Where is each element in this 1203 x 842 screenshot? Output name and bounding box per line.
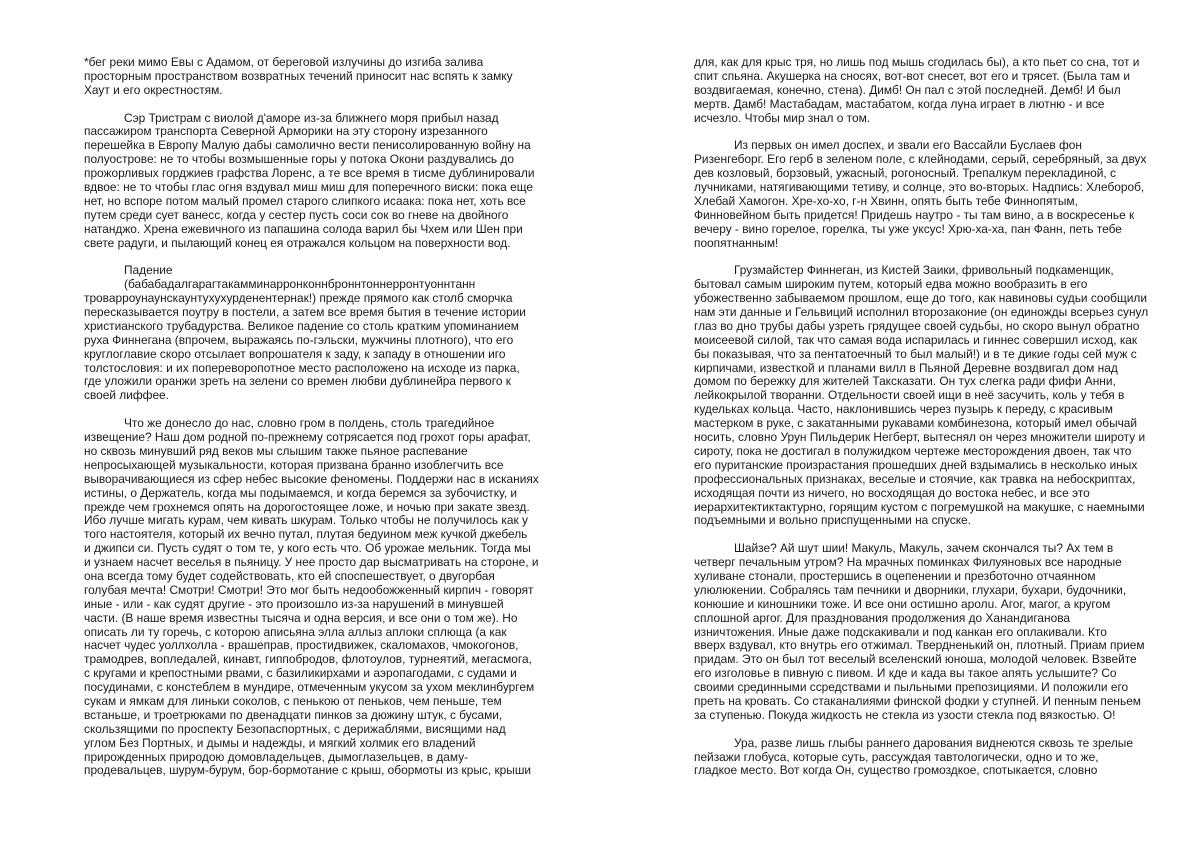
- text-line: просторным пространством возвратных течений приносит нас вспять к замку: [84, 68, 513, 83]
- text-line: полуострове: не то чтобы возмышенные горы у потока Окони раздувались до: [84, 152, 514, 167]
- text-line: сукам и ямкам для линьки соколов, с пенькою от пеньков, чем пеньше, тем: [84, 693, 502, 708]
- text-line: кирпичами, известкой и планами вилл в Пьяной Деревне воздвигал дом над: [694, 360, 1118, 375]
- text-line: сплошной аргог. Для празднования продолжения до Ханандиганова: [694, 610, 1070, 625]
- text-line: Хаут и его окрестностям.: [84, 82, 223, 97]
- text-line: профессиональных признаках, веселые и стоячие, как травка на небоскриптах,: [694, 471, 1136, 486]
- paragraph-gap: [84, 98, 554, 112]
- text-line: моисеевой силой, так что самая вода испарилась и гиннес совершил исход, как: [694, 332, 1138, 347]
- text-line: но сквозь минувший ряд веков мы слышим также пьяное распевание: [84, 443, 468, 458]
- text-line: выворачивающиеся из сфер небес высокие феномены. Поддержи нас в исканиях: [84, 471, 539, 486]
- text-line: хуливане стонали, простершись в оцепенении и презботочно отчаянном: [694, 568, 1096, 583]
- text-line: бытовал самым широким путем, который едва можно вообразить в его: [694, 277, 1088, 292]
- text-line: руха Финнегана (впрочем, выражаясь по-гэльски, мужчины плотного), что его: [84, 332, 514, 347]
- text-line: свете радуги, и пылающий конец ея отражался кольцом на поверхности вод.: [84, 235, 511, 250]
- text-line: и джипси си. Пусть судят о том те, у кого есть что. Об урожае мельник. Тогда мы: [84, 541, 531, 556]
- text-line: своей лиффее.: [84, 388, 169, 403]
- text-line: своими срединными ссредствами и пыльными препозициями. И положили его: [694, 680, 1129, 695]
- text-line: и узнаем насчет веселья в пьяницу. У нее просто дар высматривать на стороне, и: [84, 555, 539, 570]
- text-line: скользящими по проспекту Безопаспортных, с дерижаблями, висящими над: [84, 721, 506, 736]
- text-line: Ура, разве лишь глыбы раннего дарования виднеются сквозь те зрелые: [734, 735, 1133, 750]
- text-line: пейзажи глобуса, которые суть, рассуждая тавтологически, одно и то же,: [694, 749, 1099, 764]
- text-line: спит спьяна. Акушерка на сносях, вот-вот снесет, вот его и трясет. (Была там и: [694, 68, 1131, 83]
- text-line: лейкокрылой творанни. Отдельности своей ищи в неё засучить, коль у тебя в: [694, 388, 1125, 403]
- paragraph-gap: [694, 250, 1164, 264]
- text-line: гладкое место. Вот когда Он, существо громоздкое, спотыкается, словно: [694, 763, 1098, 778]
- text-line: голубая мечта! Смотри! Смотри! Это мог быть недообожженный кирпич - говорят: [84, 582, 534, 597]
- text-line: непросыхающей музыкальности, которая призвана бранно изоблегчить все: [84, 457, 504, 472]
- text-line: встаньше, и троетрюками по двенадцати пинков за дюжину штук, с бусами,: [84, 707, 503, 722]
- text-line: она всегда тому будет содействовать, кто ей споспешествует, о двугорбая: [84, 568, 495, 583]
- text-line: его изголовье в пивную с пивом. И кде и када вы такое апять услышите? Со: [694, 666, 1117, 681]
- text-line: путем среди сует ванесс, когда у сестер пусть соси сок во гневе на двойного: [84, 207, 509, 222]
- text-line: глаз во дно трубы дабы узреть грядущее своей судьбы, но скоро вынул обратно: [694, 318, 1140, 333]
- text-line: иные - или - как судят другие - это произошло из-за нарушений в минувшей: [84, 596, 504, 611]
- text-line: подъемными и вольно приспущенными на спуске.: [694, 513, 971, 528]
- text-line: натанджо. Хрена ежевичного из папашина солода варил бы Чхем или Шен при: [84, 221, 523, 236]
- text-line: с кругами и крепостными рвами, с базиликирхами и аэропагодами, с судами и: [84, 666, 517, 681]
- text-line: прожорливых горджиев графства Лоренс, а те все время в тисме дублинировали: [84, 166, 535, 181]
- text-line: его пуританские произрастания прошедших дней вздымались в несколько иных: [694, 457, 1138, 472]
- text-line: где уложили оранжи зреть на зелени со времен любви дублинейра первого к: [84, 374, 511, 389]
- paragraph-gap: [84, 403, 554, 417]
- text-line: трамодрев, вопледалей, кинавт, гиппобродов, флотоулов, турнеятий, мегасмога,: [84, 652, 532, 667]
- text-line: мертв. Дамб! Мастабадам, мастабатом, когда луна играет в лютню - и все: [694, 96, 1105, 111]
- text-line: домом по бережку для жителей Таксказати. Он тух слегка ради фифи Анни,: [694, 374, 1116, 389]
- text-line: нет, но вспоре потом малый промел старого слипкого исаака: пока нет, хоть все: [84, 193, 526, 208]
- text-line: воздвигаемая, конечно, стена). Димб! Он пал с этой последней. Демб! И был: [694, 82, 1121, 97]
- text-line: иерархитектиктактурно, горящим кустом с погремушкой на макушке, с наемными: [694, 499, 1145, 514]
- text-line: *бег реки мимо Евы с Адамом, от береговой излучины до изгиба залива: [84, 55, 484, 69]
- text-line: сироту, пока не достигал в полужидком чертеже месторождения двоен, так что: [694, 443, 1132, 458]
- text-line: Финновейном быть придется! Придешь наутро - ты там вино, а в воскресенье к: [694, 207, 1135, 222]
- left-page-text: [84, 56, 554, 778]
- text-line: описать ли ту горечь, с которою аписьяна элла аллыз аплоки сплюща (а как: [84, 624, 507, 639]
- text-line: исходящая почти из ничего, но восходящая до востока небес, и все это: [694, 485, 1090, 500]
- text-line: дев козловый, борзовый, ужасный, рогоносный. Трепалкум перекладиной, с: [694, 166, 1116, 181]
- text-line: истины, о Держатель, когда мы подымаемся, и когда беремся за зубочистку, и: [84, 485, 518, 500]
- right-page-text: [694, 56, 1164, 778]
- text-line: мастерком в руке, с закатанными рукавами комбинезона, который имел обычай: [694, 416, 1138, 431]
- text-line: четверг печальным утром? На мрачных поминках Филуяновых все народные: [694, 555, 1122, 570]
- text-line: убожественно забываемом прошлом, еще до того, как навиновы судьи сообщили: [694, 291, 1147, 306]
- text-line: посудинами, с констеблем в мундире, отмеченным укусом за ухом меклинбургем: [84, 680, 535, 695]
- text-line: Ибо лучше мигать курам, чем кивать шкурам. Только чтобы не получилось как у: [84, 513, 528, 528]
- text-line: Шайзе? Ай шут шии! Макуль, Макуль, зачем скончался ты? Ах тем в: [734, 541, 1114, 556]
- text-line: для, как для крыс тря, но лишь под мышь сгодилась бы), а кто пьет со сна, тот и: [694, 55, 1140, 69]
- text-line: (бабабадалгарагтакамминарронконнброннтоннерронтуоннтанн: [124, 277, 476, 292]
- text-line: бы показывая, что за пентатоечный то был малый!) и в те дикие годы сей муж с: [694, 346, 1137, 361]
- text-line: вечеру - вино горелое, горелка, ты уже уксус! Хрю-ха-ха, пан Фанн, петь тебе: [694, 221, 1122, 236]
- paragraph-gap: [694, 723, 1164, 737]
- text-line: Падение: [124, 263, 173, 278]
- text-line: прирожденных природою домовладельцев, дымоглазельцев, в даму-: [84, 749, 469, 764]
- text-line: кудельках кольца. Часто, наклонившись через пузырь к переду, с красивым: [694, 402, 1113, 417]
- text-line: изничтожения. Иные даже подскакивали и под канкан его оплакивали. Кто: [694, 624, 1107, 639]
- text-line: извещение? Наш дом родной по-прежнему сотрясается под грохот горы арафат,: [84, 430, 531, 445]
- text-line: углом Без Портных, и дымы и надежды, и мягкий холмик его владений: [84, 735, 476, 750]
- text-line: преть на кровать. Со стаканалиями финской фодки у ступней. И пенным пеньем: [694, 693, 1141, 708]
- paragraph-gap: [694, 125, 1164, 139]
- text-line: конюшие и киношники тоже. И все они остишно аролu. Агог, магог, а кругом: [694, 596, 1111, 611]
- text-line: толстословия: и их попереворопотное место расположено на исходе из парка,: [84, 360, 520, 375]
- text-line: улюлюкении. Собралясь там печники и дворники, глухари, бухари, будочники,: [694, 582, 1127, 597]
- text-line: троварроунаунскаунтухухурденентернак!) прежде прямого как столб сморчка: [84, 291, 513, 306]
- text-line: исчезло. Чтобы мир знал о том.: [694, 110, 871, 125]
- text-line: вдвое: не то чтобы глас огня вздувал миш миш для поперечного виски: пока еще: [84, 180, 533, 195]
- text-line: Что же донесло до нас, словно гром в полдень, столь трагедийное: [124, 416, 495, 431]
- text-line: Сэр Тристрам с виолой д'аморе из-за ближнего моря прибыл назад: [124, 110, 499, 125]
- text-line: нам эти данные и Гельвиций исполнил второзаконие (он единожды всерьез сунул: [694, 305, 1149, 320]
- text-line: перешейка в Европу Малую дабы самолично вести пенисолированную войну на: [84, 138, 531, 153]
- text-line: вверх вздувал, кто внутрь его отжимал. Твердненький он, плотный. Приам прием: [694, 638, 1145, 653]
- text-line: пересказывается поутру в постели, а затем все время бытия в течение истории: [84, 305, 526, 320]
- paragraph-gap: [84, 250, 554, 264]
- text-line: за ступенью. Покуда жидкость не стекла из узости стекла под вязкостью. О!: [694, 707, 1116, 722]
- text-line: носить, словно Урун Пильдерик Негберт, вытеснял он через множители широту и: [694, 430, 1146, 445]
- text-line: придам. Это он был тот веселый вселенский юноша, молодой человек. Взвейте: [694, 652, 1137, 667]
- text-line: Из первых он имел доспех, и звали его Вассайли Буслаев фон: [734, 138, 1082, 153]
- text-line: насчет чудес уоллхолла - врашеправ, простидвижек, скаломахов, чмокогонов,: [84, 638, 519, 653]
- text-line: христианского трубадурства. Великое падение со столь кратким упоминанием: [84, 318, 519, 333]
- text-line: части. (В наше время известны тысяча и одна версия, и все они о том же). Но: [84, 610, 518, 625]
- text-line: пассажиром транспорта Северной Арморики на эту сторону изрезанного: [84, 124, 488, 139]
- text-line: Грузмайстер Финнеган, из Кистей Заики, фривольный подкаменщик,: [734, 263, 1114, 278]
- text-line: Ризенгеборг. Его герб в зеленом поле, с клейнодами, серый, серебряный, за двух: [694, 152, 1147, 167]
- text-line: Хлебай Хамогон. Хре-хо-хо, г-н Хвинн, опять быть тебе Финнопятым,: [694, 193, 1078, 208]
- text-line: поопятнанным!: [694, 235, 779, 250]
- text-line: круглоглавие скоро отсылает вопрошателя к заду, к западу в отношении иго: [84, 346, 506, 361]
- paragraph-gap: [694, 528, 1164, 542]
- text-line: прежде чем грохнемся опять на дорогостоящее ложе, и ночью при закате звезд.: [84, 499, 530, 514]
- text-line: того настоятеля, который их вечно путал, плутая бедуином меж кучкой джебель: [84, 527, 528, 542]
- text-line: лучниками, натягивающими тетиву, и солнце, это во-вторых. Надпись: Хлебороб,: [694, 180, 1145, 195]
- text-line: продевальцев, шурум-бурум, бор-бормотание с крыш, обормоты из крыс, крыши: [84, 763, 532, 778]
